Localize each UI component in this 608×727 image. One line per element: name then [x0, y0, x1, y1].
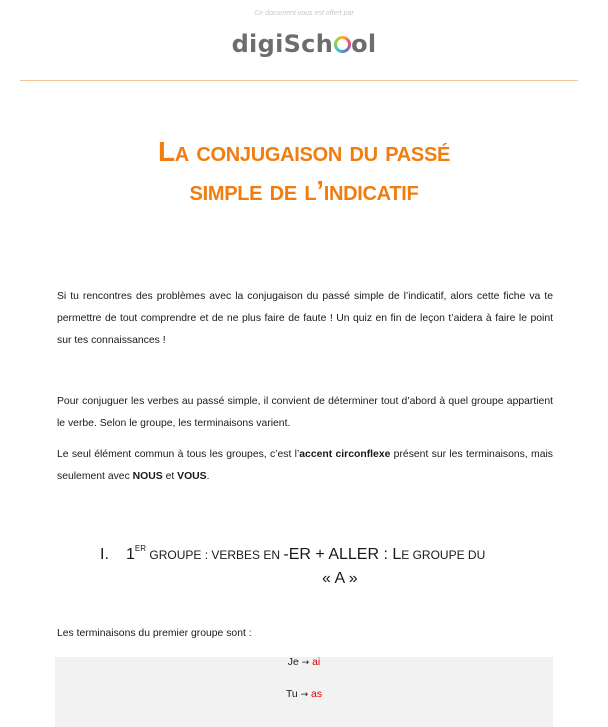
endings-table: [55, 657, 553, 727]
ending: as: [311, 689, 323, 700]
common-text-4: .: [206, 471, 210, 482]
common-paragraph: [57, 444, 553, 488]
common-text-3: et: [162, 471, 178, 482]
header-divider: [20, 80, 578, 81]
logo-text: digiSch: [231, 30, 334, 58]
common-text-1: Le seul élément commun à tous les groupes, c’est l’: [57, 449, 300, 460]
ending: ai: [312, 657, 321, 668]
title-line-1: La conjugaison du passé: [157, 136, 451, 167]
nous-bold: NOUS: [132, 471, 163, 482]
common-text-2: présent sur les terminaisons, mais seulement avec: [57, 449, 553, 482]
offer-text: Ce document vous est offert par: [254, 10, 354, 17]
section-text-2: E GROUPE DU: [401, 548, 486, 562]
title-line-2: simple de l’indicatif: [189, 175, 419, 206]
section-sup: ER: [134, 544, 147, 553]
vous-bold: VOUS: [177, 471, 207, 482]
accent-circonflexe: accent circonflexe: [299, 449, 391, 460]
page-header: [0, 0, 608, 82]
logo-ring-icon: [334, 36, 351, 53]
section-er: -ER + ALLER : L: [283, 546, 402, 563]
section-text-1: GROUPE : VERBES EN: [146, 548, 284, 562]
digischool-logo: [0, 30, 608, 58]
groups-paragraph: Pour conjuguer les verbes au passé simple, il convient de déterminer tout d’abord à quel groupe appartient le verbe. Selon le groupe, les terminaisons varient.: [57, 396, 553, 429]
ending-row-tu: [55, 689, 553, 700]
logo-text-end: ol: [351, 30, 377, 58]
section-n1: 1: [126, 546, 135, 563]
pronoun: Tu: [285, 689, 298, 700]
section-number: I.: [100, 546, 109, 563]
section-heading-1: [100, 537, 560, 590]
pronoun: Je: [287, 657, 299, 668]
ending-row-je: [55, 657, 553, 668]
page-title: [40, 132, 568, 210]
right-arrow-icon: →: [301, 658, 310, 668]
section-line-2: « A »: [322, 570, 358, 587]
intro-paragraph: Si tu rencontres des problèmes avec la conjugaison du passé simple de l’indicatif, alors cette fiche va te permettre de tout comprendre et de ne plus faire de faute ! Un quiz en fin de leçon t’aidera à faire le point sur tes connaissances !: [57, 291, 553, 346]
endings-intro: Les terminaisons du premier groupe sont :: [57, 628, 252, 639]
right-arrow-icon: →: [300, 690, 309, 700]
